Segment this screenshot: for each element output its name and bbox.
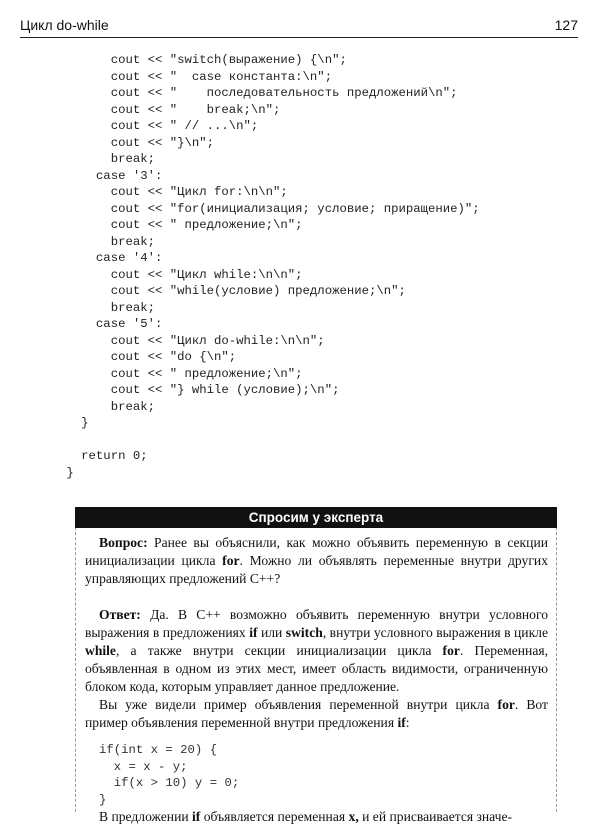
bold-term: for (497, 697, 515, 712)
code-line: cout << "Цикл for:\n\n"; (0, 185, 288, 199)
code-line: break; (0, 152, 155, 166)
bold-term: if (249, 625, 258, 640)
text-run: В предложении (99, 809, 193, 824)
code-line: break; (0, 300, 155, 315)
bold-term: for (442, 643, 460, 658)
code-line: if(int x = 20) { (99, 743, 218, 757)
code-line: break; (0, 234, 155, 249)
page-number: 127 (554, 17, 578, 33)
text-run: Ранее вы объяснили, как можно объявить переменную в секции инициализации цикла (85, 535, 548, 568)
expert-sidebar-box (75, 507, 557, 824)
code-line: x = x - y; (99, 759, 188, 774)
explanation-paragraph (85, 808, 548, 826)
text-run: Да. В С++ возможно объявить переменную внутри условного выражения в предложениях (85, 607, 548, 640)
code-line: cout << "switch(выражение) {\n"; (0, 53, 347, 67)
text-run: , а также внутри секции инициализации цикла (115, 643, 443, 658)
code-line: case '3': (0, 168, 163, 183)
running-header (20, 15, 578, 38)
answer-paragraph (85, 606, 548, 696)
chapter-title: Цикл do-while (20, 17, 109, 33)
code-line: cout << "while(условие) предложение;\n"; (0, 284, 406, 298)
example-intro-paragraph (85, 696, 548, 732)
code-line: cout << "} while (условие);\n"; (0, 383, 340, 397)
question-paragraph (85, 534, 548, 588)
text-run: , внутри условного выражения в цикле (322, 625, 548, 640)
code-line: break; (0, 399, 155, 414)
bold-term: if (192, 809, 201, 824)
code-line: if(x > 10) y = 0; (99, 776, 240, 790)
text-run: . Вот пример объявления переменной внутри предложения (85, 697, 548, 730)
text-run: и ей присваивается значе- (358, 809, 513, 824)
text-run: . Можно ли объявлять переменные внутри других управляющих предложений С++? (85, 553, 548, 586)
expert-box-title: Спросим у эксперта (75, 507, 557, 528)
code-line: cout << " последовательность предложений\n"; (0, 86, 458, 100)
code-line: cout << "do {\n"; (0, 350, 237, 364)
text-run: : (405, 715, 410, 730)
text-run: Вы уже видели пример объявления переменной внутри цикла (99, 697, 498, 712)
code-line: } (0, 416, 89, 430)
bold-term: for (222, 553, 240, 568)
bold-term: Вопрос: (99, 535, 148, 550)
code-line: return 0; (0, 449, 148, 463)
code-line: cout << " break;\n"; (0, 102, 281, 117)
code-line: cout << " // ...\n"; (0, 119, 259, 133)
code-line: } (0, 465, 74, 480)
code-line: cout << " предложение;\n"; (0, 218, 303, 232)
text-run: или (257, 625, 286, 640)
if-example-code (99, 742, 548, 808)
code-line: cout << "}\n"; (0, 135, 215, 150)
code-line: cout << "Цикл while:\n\n"; (0, 267, 303, 282)
code-line: case '5': (0, 317, 163, 331)
code-line: case '4': (0, 251, 163, 265)
code-line: cout << "Цикл do-while:\n\n"; (0, 333, 325, 348)
code-listing (0, 52, 480, 481)
bold-term: if (397, 715, 406, 730)
code-line: cout << " предложение;\n"; (0, 366, 303, 381)
text-run: объявляется переменная (200, 809, 349, 824)
bold-term: x, (348, 809, 359, 824)
bold-term: switch (285, 625, 323, 640)
code-line: } (99, 792, 107, 807)
text-run: . Переменная, объявленная в одном из этих мест, имеет область видимости, ограниченную блоком кода, которым управляет данное предложение. (85, 643, 549, 694)
code-line (0, 432, 480, 449)
code-line: cout << "for(инициализация; условие; приращение)"; (0, 201, 480, 216)
bold-term: Ответ: (99, 607, 141, 622)
code-line: cout << " case константа:\n"; (0, 69, 333, 84)
bold-term: while (85, 643, 116, 658)
